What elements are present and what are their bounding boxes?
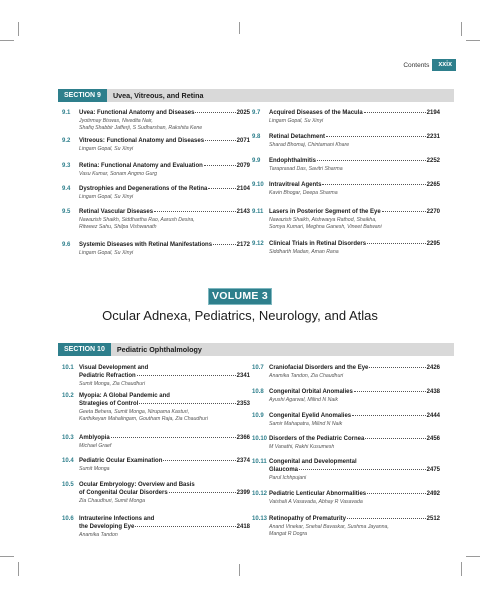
chapter-authors: Siddharth Madan, Aman Rana	[269, 249, 339, 255]
chapter-number: 10.13	[252, 516, 268, 522]
chapter-authors: Taraprasad Das, Savitri Sharma	[269, 166, 343, 172]
chapter-number: 10.3	[62, 435, 74, 441]
chapter-authors: Lingam Gopal, Su Xinyi	[79, 194, 134, 200]
page-number: 2366	[236, 435, 250, 441]
leader-dots	[208, 188, 235, 189]
chapter-title: Amblyopia	[79, 435, 110, 441]
chapter-number: 10.7	[252, 365, 264, 371]
chapter-number: 9.7	[252, 110, 261, 116]
page-number: 2418	[236, 524, 250, 530]
chapter-title-line	[79, 489, 250, 497]
page-number: 2512	[426, 516, 440, 522]
chapter-title-line	[269, 240, 440, 248]
chapter-number: 9.5	[62, 209, 71, 215]
chapter-title-line	[79, 208, 250, 216]
chapter-title-line	[269, 133, 440, 141]
chapter-title: Ocular Embryology: Overview and Basis	[79, 482, 195, 488]
chapter-number: 10.5	[62, 482, 74, 488]
page-number: 2353	[236, 401, 250, 407]
leader-dots	[369, 367, 425, 368]
chapter-title-line	[79, 185, 250, 193]
chapter-authors: Anamika Tandon	[79, 532, 118, 538]
leader-dots	[154, 211, 236, 212]
chapter-authors: Ritweez Sahu, Shilpa Vishwanath	[79, 224, 157, 230]
chapter-title-line	[79, 241, 250, 249]
crop-mark	[0, 40, 14, 41]
chapter-title: Strategies of Control	[79, 401, 139, 407]
chapter-title-line	[269, 364, 440, 372]
leader-dots	[139, 403, 235, 404]
leader-dots	[365, 438, 425, 439]
chapter-title-line	[79, 434, 250, 442]
leader-dots	[111, 437, 236, 438]
chapter-title: Disorders of the Pediatric Cornea	[269, 436, 365, 442]
chapter-authors: Shafiq Shabbir Jafferji, S Sudharshan, Rakshita Kene	[79, 125, 203, 131]
volume-title: Ocular Adnexa, Pediatrics, Neurology, and Atlas	[102, 308, 378, 323]
page-number: 2492	[426, 491, 440, 497]
chapter-title-line	[79, 137, 250, 145]
chapter-title-line	[79, 364, 250, 372]
section-title: Pediatric Ophthalmology	[116, 345, 202, 354]
chapter-title-line	[79, 162, 250, 170]
chapter-number: 9.6	[62, 242, 71, 248]
page-number: 2456	[426, 436, 440, 442]
chapter-title-line	[269, 109, 440, 117]
chapter-title-line	[269, 208, 440, 216]
page-number: 2438	[426, 389, 440, 395]
leader-dots	[354, 391, 426, 392]
chapter-title: the Developing Eye	[79, 524, 135, 530]
section-10-header	[58, 343, 454, 356]
chapter-title: Pediatric Lenticular Abnormalities	[269, 491, 367, 497]
chapter-number: 9.8	[252, 134, 261, 140]
chapter-authors: Samir Mahapatra, Milind N Naik	[269, 421, 343, 427]
chapter-title-line	[79, 457, 250, 465]
page-number: 2265	[426, 182, 440, 188]
leader-dots	[299, 469, 426, 470]
chapter-title: Endophthalmitis	[269, 158, 316, 164]
chapter-title: Congenital Orbital Anomalies	[269, 389, 353, 395]
chapter-number: 10.8	[252, 389, 264, 395]
crop-mark	[466, 40, 480, 41]
page-number: 2426	[426, 365, 440, 371]
chapter-title: Retinal Vascular Diseases	[79, 209, 154, 215]
chapter-number: 9.1	[62, 110, 71, 116]
chapter-title: Retinopathy of Prematurity	[269, 516, 347, 522]
page-number: 2143	[236, 209, 250, 215]
crop-mark	[239, 564, 240, 576]
chapter-authors: Lingam Gopal, Su Xinyi	[79, 250, 134, 256]
page-number: 2399	[236, 490, 250, 496]
page-number: 2374	[236, 458, 250, 464]
page-number: 2194	[426, 110, 440, 116]
chapter-title-line	[79, 109, 250, 117]
leader-dots	[213, 244, 236, 245]
leader-dots	[382, 211, 426, 212]
chapter-title: Visual Development and	[79, 365, 149, 371]
page-number: 2444	[426, 413, 440, 419]
leader-dots	[326, 136, 426, 137]
chapter-number: 10.1	[62, 365, 74, 371]
chapter-title-line	[269, 181, 440, 189]
chapter-title: Pediatric Refraction	[79, 373, 136, 379]
chapter-title: Pediatric Ocular Examination	[79, 458, 163, 464]
chapter-title-line	[269, 157, 440, 165]
chapter-title: Craniofacial Disorders and the Eye	[269, 365, 369, 371]
chapter-authors: Sharad Bhomaj, Chintamani Khare	[269, 142, 350, 148]
chapter-title-line	[269, 515, 440, 523]
chapter-authors: Nawazish Shaikh, Aishwarya Rathod, Shaikha,	[269, 217, 377, 223]
leader-dots	[347, 518, 426, 519]
page-number: 2270	[426, 209, 440, 215]
chapter-title-line	[79, 515, 250, 523]
chapter-authors: Kavin Bhogar, Deepa Sharma	[269, 190, 338, 196]
chapter-title: Dystrophies and Degenerations of the Retina	[79, 186, 208, 192]
chapter-title-line	[269, 412, 440, 420]
chapter-authors: Jyotirmay Biswas, Nivedita Nair,	[79, 118, 153, 124]
leader-dots	[322, 184, 425, 185]
page-number: 2341	[236, 373, 250, 379]
chapter-number: 10.11	[252, 459, 267, 465]
chapter-authors: Sumit Monga, Zia Chaudhuri	[79, 381, 146, 387]
chapter-authors: Lingam Gopal, Su Xinyi	[269, 118, 324, 124]
leader-dots	[135, 526, 235, 527]
leader-dots	[205, 140, 236, 141]
chapter-authors: Somya Kumari, Meghna Ganesh, Vineet Batwani	[269, 224, 382, 230]
chapter-title: Vitreous: Functional Anatomy and Diseases	[79, 138, 205, 144]
leader-dots	[195, 112, 235, 113]
page-number: 2231	[426, 134, 440, 140]
chapter-title-line	[79, 372, 250, 380]
chapter-title: Clinical Trials in Retinal Disorders	[269, 241, 367, 247]
section-label: SECTION 10	[58, 343, 111, 356]
chapter-number: 9.2	[62, 138, 71, 144]
crop-mark	[239, 22, 240, 34]
section-title: Uvea, Vitreous, and Retina	[112, 91, 204, 100]
running-head	[403, 59, 456, 71]
chapter-title-line	[79, 523, 250, 531]
page-number: 2104	[236, 186, 250, 192]
section-9-header	[58, 89, 454, 102]
page-number: 2295	[426, 241, 440, 247]
chapter-authors: Ayushi Agarwal, Milind N Naik	[269, 397, 338, 403]
chapter-authors: Sumit Monga	[79, 466, 110, 472]
crop-mark	[461, 562, 462, 576]
leader-dots	[364, 112, 426, 113]
leader-dots	[169, 492, 236, 493]
chapter-title: Myopia: A Global Pandemic and	[79, 393, 170, 399]
chapter-number: 9.3	[62, 163, 71, 169]
chapter-title: Retina: Functional Anatomy and Evaluation	[79, 163, 203, 169]
chapter-authors: Anamika Tandon, Zia Chaudhuri	[269, 373, 344, 379]
chapter-number: 10.4	[62, 458, 74, 464]
chapter-title: of Congenital Ocular Disorders	[79, 490, 168, 496]
chapter-title: Retinal Detachment	[269, 134, 326, 140]
chapter-authors: Mangat R Dogra	[269, 531, 308, 537]
chapter-number: 9.12	[252, 241, 264, 247]
chapter-number: 10.10	[252, 436, 268, 442]
volume-badge: VOLUME 3	[208, 288, 272, 305]
chapter-title: Intrauterine Infections and	[79, 516, 155, 522]
chapter-title: Congenital Eyelid Anomalies	[269, 413, 352, 419]
chapter-authors: Anand Vinekar, Snehal Bavaskar, Sushma Jayanna,	[269, 524, 389, 530]
chapter-authors: Geeta Behera, Sumit Monga, Nirupama Kasturi,	[79, 409, 190, 415]
chapter-authors: Lingam Gopal, Su Xinyi	[79, 146, 134, 152]
running-head-title: Contents	[403, 61, 430, 69]
chapter-number: 9.4	[62, 186, 71, 192]
chapter-number: 10.9	[252, 413, 264, 419]
chapter-title-line	[269, 458, 440, 466]
leader-dots	[204, 165, 236, 166]
crop-mark	[461, 22, 462, 36]
chapter-authors: Vasu Kumar, Sonam Angmo Gurg	[79, 171, 158, 177]
crop-mark	[0, 556, 14, 557]
leader-dots	[163, 460, 235, 461]
crop-mark	[466, 556, 480, 557]
chapter-authors: M Vanathi, Rakhi Kusumesh	[269, 444, 335, 450]
crop-mark	[18, 22, 19, 36]
crop-mark	[18, 562, 19, 576]
leader-dots	[137, 375, 236, 376]
chapter-title-line	[79, 481, 250, 489]
chapter-number: 9.11	[252, 209, 264, 215]
page-number: 2475	[426, 467, 440, 473]
page-number: 2025	[236, 110, 250, 116]
chapter-title: Acquired Diseases of the Macula	[269, 110, 363, 116]
leader-dots	[317, 160, 426, 161]
leader-dots	[367, 243, 426, 244]
page-number: 2071	[236, 138, 250, 144]
chapter-title: Uvea: Functional Anatomy and Diseases	[79, 110, 195, 116]
chapter-title-line	[269, 388, 440, 396]
chapter-authors: Parul Ichhpujani	[269, 475, 307, 481]
chapter-title: Intravitreal Agents	[269, 182, 322, 188]
leader-dots	[352, 415, 426, 416]
page-number: 2252	[426, 158, 440, 164]
chapter-number: 10.6	[62, 516, 74, 522]
chapter-title-line	[79, 392, 250, 400]
chapter-title: Congenital and Developmental	[269, 459, 357, 465]
leader-dots	[367, 493, 426, 494]
chapter-title-line	[269, 466, 440, 474]
chapter-title-line	[269, 435, 440, 443]
chapter-number: 9.10	[252, 182, 264, 188]
chapter-authors: Nawazish Shaikh, Siddhartha Rao, Aarush Desira,	[79, 217, 195, 223]
chapter-title-line	[269, 490, 440, 498]
chapter-number: 10.2	[62, 393, 74, 399]
chapter-title: Glaucoma	[269, 467, 299, 473]
chapter-title-line	[79, 400, 250, 408]
page-number: 2079	[236, 163, 250, 169]
chapter-title: Systemic Diseases with Retinal Manifestations	[79, 242, 213, 248]
chapter-number: 10.12	[252, 491, 268, 497]
chapter-title: Lasers in Posterior Segment of the Eye	[269, 209, 381, 215]
chapter-number: 9.9	[252, 158, 261, 164]
chapter-authors: Vaishali A Vasavada, Abhay R Vasavada	[269, 499, 363, 505]
chapter-authors: Zia Chaudhuri, Sumit Monga	[79, 498, 146, 504]
chapter-authors: Karthikeyan Mahalingam, Goutham Raja, Zia Chaudhuri	[79, 416, 208, 422]
page-number: xxix	[432, 59, 456, 71]
section-label: SECTION 9	[58, 89, 107, 102]
chapter-authors: Michael Graef	[79, 443, 112, 449]
page-number: 2172	[236, 242, 250, 248]
